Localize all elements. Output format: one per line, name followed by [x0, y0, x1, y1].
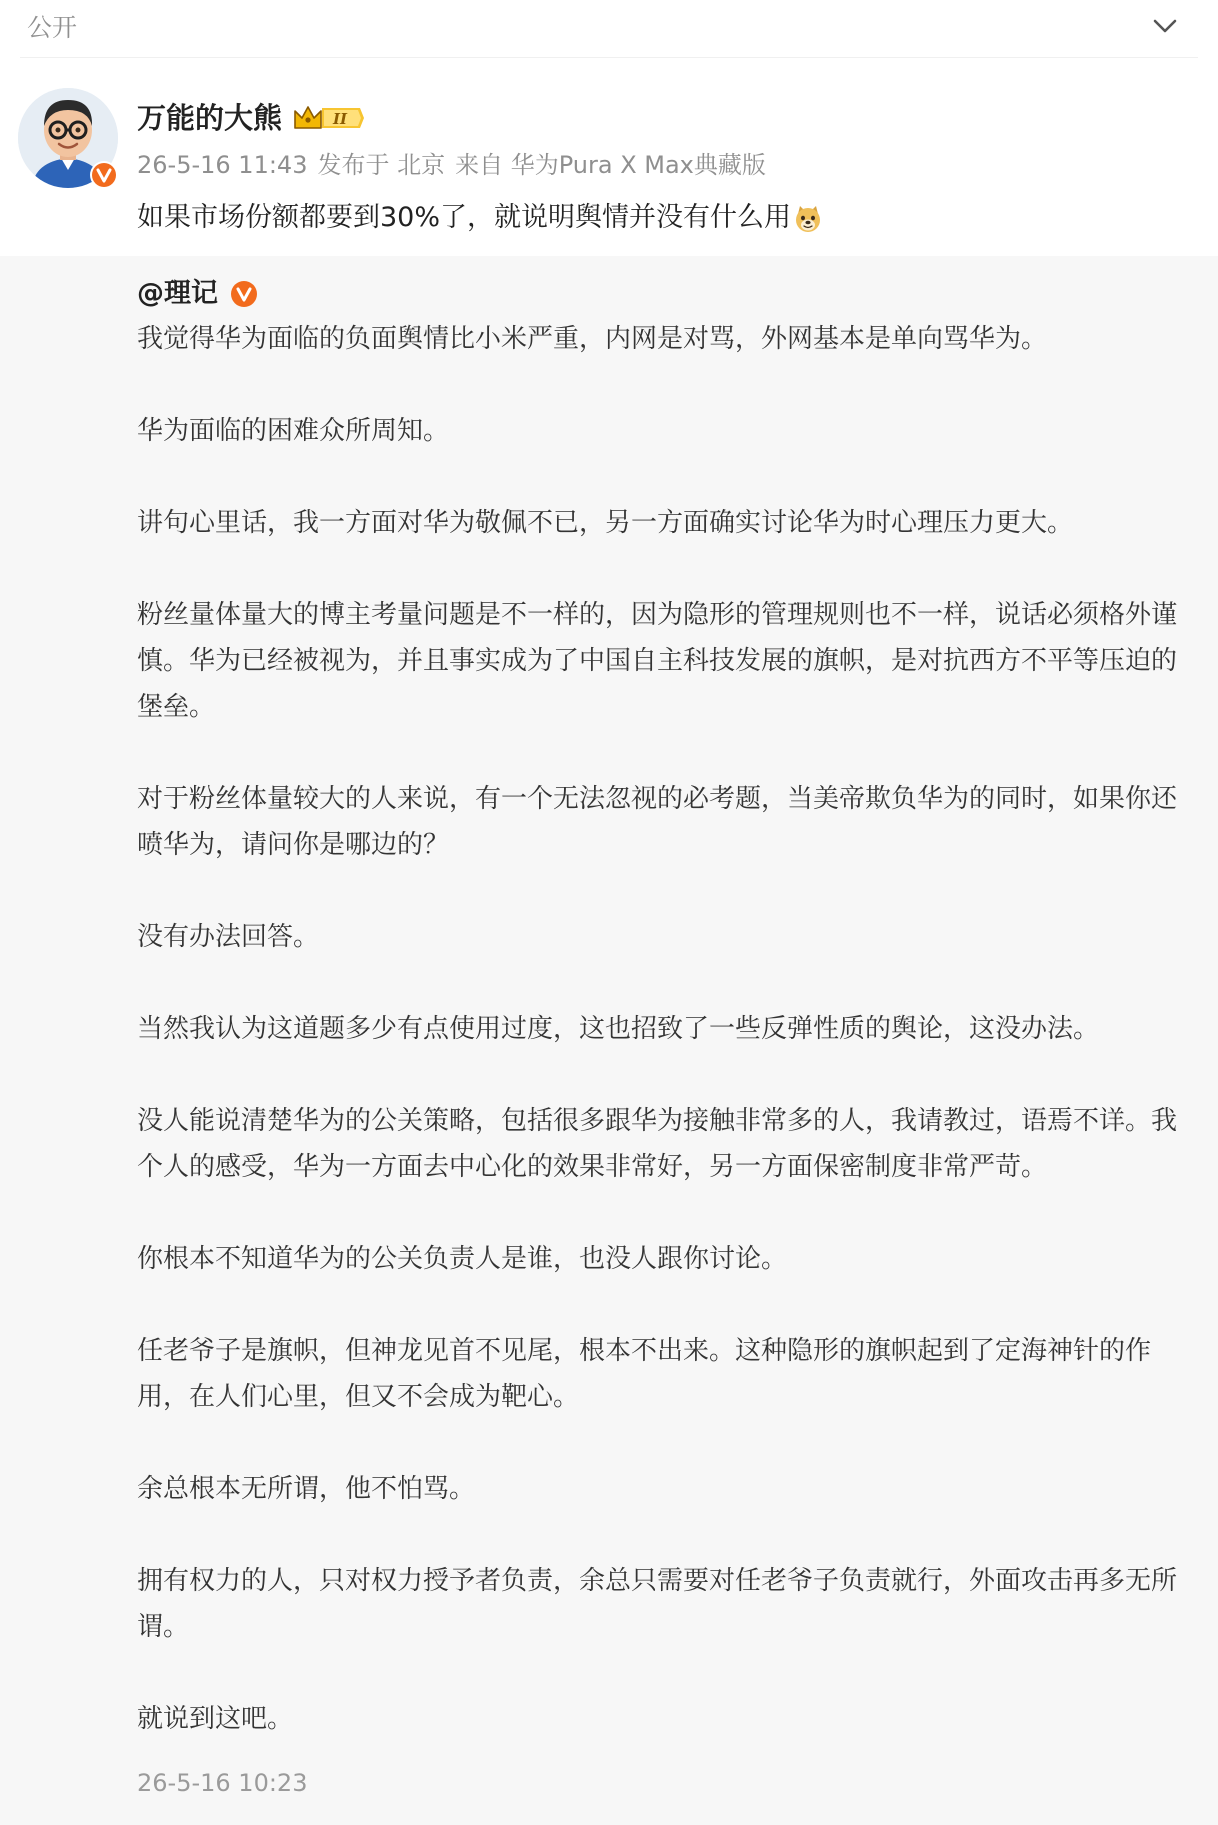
- paragraph: 华为面临的困难众所周知。: [137, 416, 450, 446]
- post-time[interactable]: 26-5-16 11:43: [137, 151, 308, 179]
- paragraph: 对于粉丝体量较大的人来说，有一个无法忽视的必考题，当美帝欺负华为的同时，如果你还喷华为，请问你是哪边的？: [137, 784, 1178, 860]
- top-bar: [0, 0, 1218, 58]
- post-text-content: 如果市场份额都要到30%了，就说明舆情并没有什么用: [137, 202, 792, 233]
- author-name[interactable]: 万能的大熊: [137, 101, 283, 135]
- post-meta: [137, 148, 766, 182]
- crown-level-badge-icon[interactable]: [292, 103, 364, 133]
- paragraph: 没有办法回答。: [137, 922, 320, 952]
- level-badge-text: II: [332, 110, 348, 128]
- paragraph: 任老爷子是旗帜，但神龙见首不见尾，根本不出来。这种隐形的旗帜起到了定海神针的作用，在人们心里，但又不会成为靶心。: [137, 1336, 1152, 1412]
- reposted-content[interactable]: [0, 256, 1218, 1825]
- post-card: [0, 58, 1218, 256]
- paragraph: 就说到这吧。: [137, 1704, 294, 1734]
- original-post-body: [137, 316, 1177, 1742]
- verified-badge-icon: [89, 160, 119, 190]
- chevron-down-icon[interactable]: [1150, 14, 1180, 38]
- paragraph: 讲句心里话，我一方面对华为敬佩不已，另一方面确实讨论华为时心理压力更大。: [137, 508, 1074, 538]
- paragraph: 没人能说清楚华为的公关策略，包括很多跟华为接触非常多的人，我请教过，语焉不详。我个人的感受，华为一方面去中心化的效果非常好，另一方面保密制度非常严苛。: [137, 1106, 1178, 1182]
- author-row: [137, 98, 364, 138]
- visibility-label[interactable]: 公开: [27, 13, 78, 42]
- verified-badge-icon: [230, 280, 258, 308]
- original-post-time[interactable]: 26-5-16 10:23: [137, 1769, 308, 1797]
- paragraph: 余总根本无所谓，他不怕骂。: [137, 1474, 476, 1504]
- paragraph: 你根本不知道华为的公关负责人是谁，也没人跟你讨论。: [137, 1244, 788, 1274]
- original-author-row: [137, 272, 258, 316]
- paragraph: 我觉得华为面临的负面舆情比小米严重，内网是对骂，外网基本是单向骂华为。: [137, 324, 1048, 354]
- post-location: 发布于 北京: [317, 151, 446, 179]
- post-device: 来自 华为Pura X Max典藏版: [455, 151, 766, 179]
- original-author-name[interactable]: @理记: [137, 278, 218, 309]
- paragraph: 粉丝量体量大的博主考量问题是不一样的，因为隐形的管理规则也不一样，说话必须格外谨慎。华为已经被视为，并且事实成为了中国自主科技发展的旗帜，是对抗西方不平等压迫的堡垒。: [137, 600, 1178, 722]
- paragraph: 拥有权力的人，只对权力授予者负责，余总只需要对任老爷子负责就行，外面攻击再多无所谓。: [137, 1566, 1178, 1642]
- post-text: [137, 198, 823, 238]
- paragraph: 当然我认为这道题多少有点使用过度，这也招致了一些反弹性质的舆论，这没办法。: [137, 1014, 1100, 1044]
- doge-emoji-icon: [793, 204, 823, 234]
